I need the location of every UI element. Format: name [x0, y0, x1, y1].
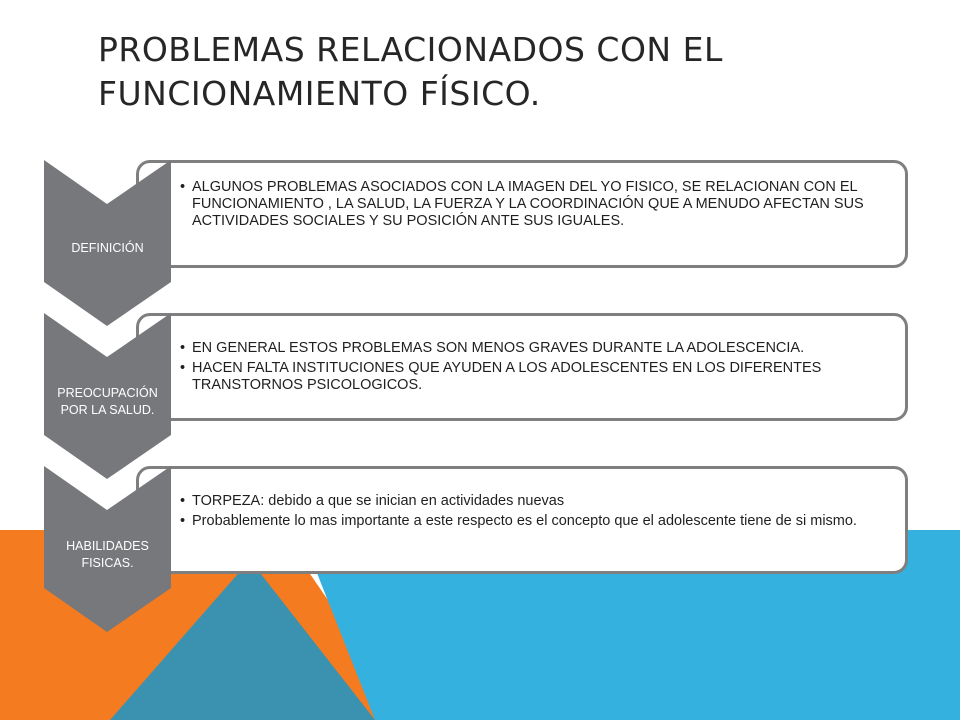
bullet-item: • EN GENERAL ESTOS PROBLEMAS SON MENOS GRAVES DURANTE LA ADOLESCENCIA. — [178, 340, 900, 357]
bullet-list — [178, 493, 900, 533]
bullet-item: • Probablemente lo mas importante a este respecto es el concepto que el adolescente tiene de si mismo. — [178, 513, 900, 530]
bullet-item: • TORPEZA: debido a que se inician en actividades nuevas — [178, 493, 900, 510]
bullet-list — [178, 179, 900, 233]
chevron-label: PREOCUPACIÓN POR LA SALUD. — [57, 386, 158, 417]
chevron-shape — [44, 160, 171, 326]
bullet-list — [178, 340, 900, 397]
chevron-shape — [44, 466, 171, 632]
chevron-label: DEFINICIÓN — [71, 240, 144, 255]
bullet-item: • HACEN FALTA INSTITUCIONES QUE AYUDEN A LOS ADOLESCENTES EN LOS DIFERENTES TRANSTORNOS PSICOLOGICOS. — [178, 360, 900, 394]
chevron-shape — [44, 313, 171, 479]
bullet-item: • ALGUNOS PROBLEMAS ASOCIADOS CON LA IMAGEN DEL YO FISICO, SE RELACIONAN CON EL FUNCIONAMIENTO , LA SALUD, LA FUERZA Y LA COORDINACIÓN QUE A MENUDO AFECTAN SUS ACTIVIDADES SOCIALES Y SU POSICIÓN ANTE SUS IGUALES. — [178, 179, 900, 230]
chevron-label: HABILIDADES FISICAS. — [66, 539, 149, 570]
page-title: PROBLEMAS RELACIONADOS CON EL FUNCIONAMIENTO FÍSICO. — [98, 30, 723, 113]
